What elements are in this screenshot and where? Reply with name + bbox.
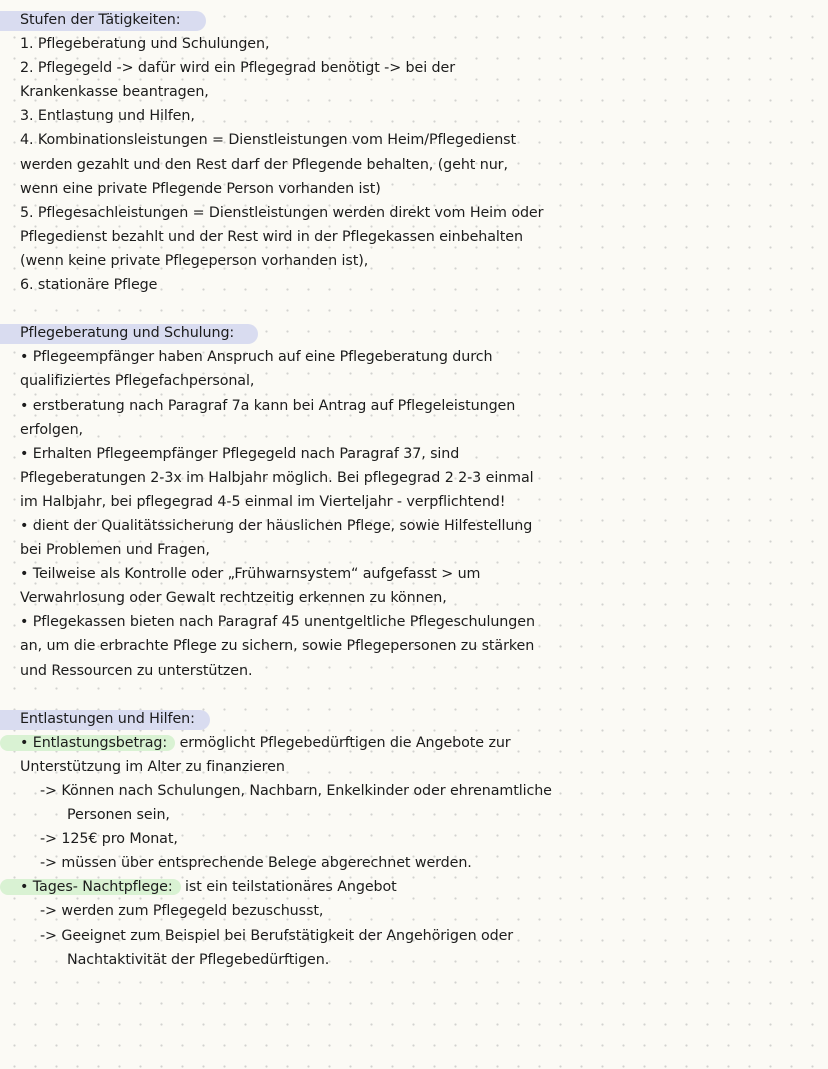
list-item: werden gezahlt und den Rest darf der Pflegende behalten, (geht nur, (20, 156, 508, 173)
sub-item-cont: Nachtaktivität der Pflegebedürftigen. (67, 951, 330, 968)
list-item: • Pflegekassen bieten nach Paragraf 45 unentgeltliche Pflegeschulungen (20, 614, 535, 631)
list-item: im Halbjahr, bei pflegegrad 4-5 einmal im Vierteljahr - verpflichtend! (20, 493, 506, 510)
spacer (20, 297, 820, 321)
list-item (20, 731, 820, 755)
list-item (20, 875, 820, 899)
list-item: 3. Entlastung und Hilfen, (20, 108, 195, 125)
item-text: ermöglicht Pflegebedürftigen die Angebote zur (175, 734, 511, 751)
list-item: Unterstützung im Alter zu finanzieren (20, 758, 285, 775)
list-item: Krankenkasse beantragen, (20, 84, 209, 101)
sub-item: -> 125€ pro Monat, (40, 831, 178, 848)
section-heading-pflegeberatung (20, 321, 820, 345)
list-item: und Ressourcen zu unterstützen. (20, 662, 253, 679)
note-page (20, 8, 820, 972)
list-item: bei Problemen und Fragen, (20, 542, 210, 559)
list-item: Pflegeberatungen 2-3x im Halbjahr möglich. Bei pflegegrad 2 2-3 einmal (20, 469, 534, 486)
term-highlight-entlastungsbetrag: • Entlastungsbetrag: (0, 735, 175, 751)
spacer (20, 683, 820, 707)
term-highlight-tagespflege: • Tages- Nachtpflege: (0, 879, 181, 895)
list-item: • dient der Qualitätssicherung der häuslichen Pflege, sowie Hilfestellung (20, 517, 533, 534)
sub-item: -> Geeignet zum Beispiel bei Berufstätigkeit der Angehörigen oder (40, 927, 514, 944)
item-text: ist ein teilstationäres Angebot (180, 879, 397, 896)
list-item: • Erhalten Pflegeempfänger Pflegegeld nach Paragraf 37, sind (20, 445, 460, 462)
list-item: 1. Pflegeberatung und Schulungen, (20, 36, 270, 53)
heading-text: Stufen der Tätigkeiten: (20, 12, 181, 28)
heading-text: Entlastungen und Hilfen: (20, 710, 195, 727)
list-item: (wenn keine private Pflegeperson vorhanden ist), (20, 252, 369, 269)
list-item: Verwahrlosung oder Gewalt rechtzeitig erkennen zu können, (20, 590, 447, 607)
list-item: erfolgen, (20, 421, 84, 438)
list-item: 4. Kombinationsleistungen = Dienstleistungen vom Heim/Pflegedienst (20, 132, 517, 149)
sub-item: -> müssen über entsprechende Belege abgerechnet werden. (40, 855, 472, 872)
list-item: wenn eine private Pflegende Person vorhanden ist) (20, 180, 381, 197)
sub-item-cont: Personen sein, (67, 807, 170, 824)
list-item: 6. stationäre Pflege (20, 277, 158, 294)
list-item: 5. Pflegesachleistungen = Dienstleistungen werden direkt vom Heim oder (20, 204, 544, 221)
list-item: 2. Pflegegeld -> dafür wird ein Pflegegrad benötigt -> bei der (20, 60, 455, 77)
list-item: an, um die erbrachte Pflege zu sichern, sowie Pflegepersonen zu stärken (20, 638, 535, 655)
sub-item: -> Können nach Schulungen, Nachbarn, Enkelkinder oder ehrenamtliche (40, 783, 552, 799)
list-item: • Teilweise als Kontrolle oder „Frühwarnsystem“ aufgefasst > um (20, 566, 481, 583)
list-item: • Pflegeempfänger haben Anspruch auf eine Pflegeberatung durch (20, 349, 493, 366)
sub-item: -> werden zum Pflegegeld bezuschusst, (40, 903, 324, 920)
section-heading-stufen (20, 8, 820, 32)
list-item: Pflegedienst bezahlt und der Rest wird in der Pflegekassen einbehalten (20, 228, 523, 245)
heading-text: Pflegeberatung und Schulung: (20, 325, 235, 342)
list-item: • erstberatung nach Paragraf 7a kann bei Antrag auf Pflegeleistungen (20, 397, 516, 414)
section-heading-entlastungen (20, 707, 820, 731)
list-item: qualifiziertes Pflegefachpersonal, (20, 373, 255, 390)
